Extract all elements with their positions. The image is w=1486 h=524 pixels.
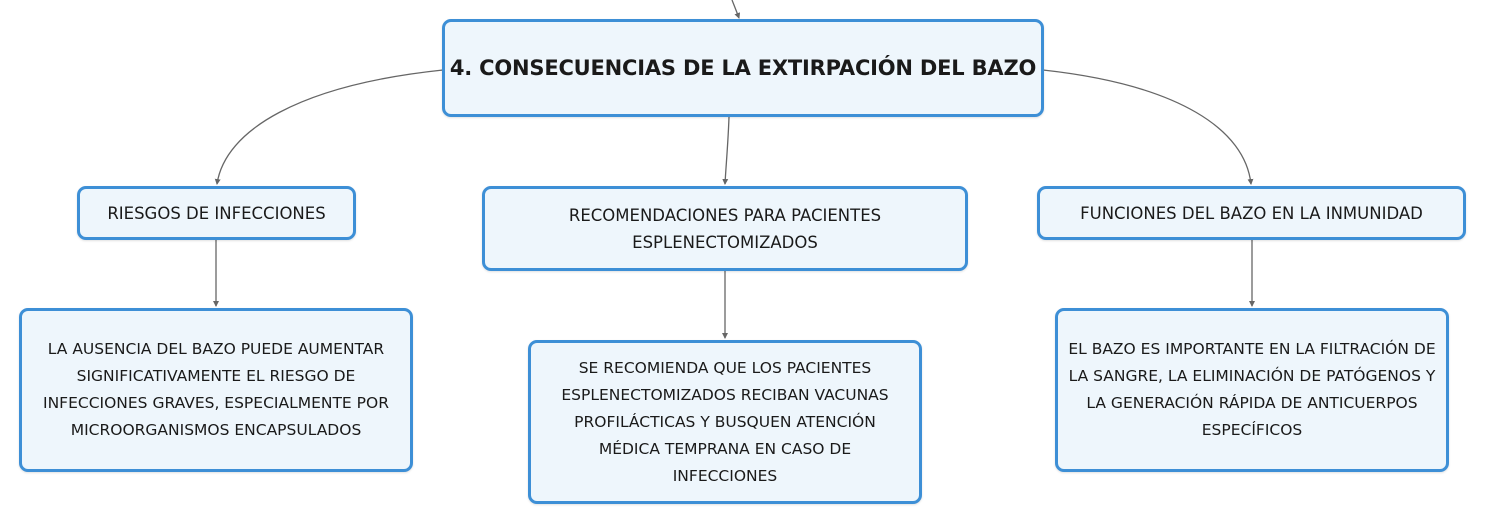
- connector-root-to-funciones: [1043, 70, 1251, 184]
- detail-node-riesgos[interactable]: [19, 308, 413, 472]
- topic-node-recomendaciones[interactable]: [482, 186, 968, 271]
- topic-label-recomendaciones: RECOMENDACIONES PARA PACIENTES ESPLENECTOMIZADOS: [568, 205, 882, 252]
- detail-text-recomendaciones: SE RECOMIENDA QUE LOS PACIENTES ESPLENECTOMIZADOS RECIBAN VACUNAS PROFILÁCTICAS Y BUSQUEN ATENCIÓN MÉDICA TEMPRANA EN CASO DE INFECCIONES: [561, 358, 889, 485]
- detail-node-funciones[interactable]: [1055, 308, 1449, 472]
- detail-node-recomendaciones[interactable]: [528, 340, 922, 504]
- connector-root-to-recomendaciones: [725, 117, 729, 184]
- detail-text-riesgos: LA AUSENCIA DEL BAZO PUEDE AUMENTAR SIGNIFICATIVAMENTE EL RIESGO DE INFECCIONES GRAVES, ESPECIALMENTE POR MICROORGANISMOS ENCAPSULADOS: [43, 340, 389, 439]
- connector-root-to-riesgos: [217, 70, 443, 184]
- root-topic-title: 4. CONSECUENCIAS DE LA EXTIRPACIÓN DEL BAZO: [449, 56, 1037, 80]
- detail-text-funciones: EL BAZO ES IMPORTANTE EN LA FILTRACIÓN DE LA SANGRE, LA ELIMINACIÓN DE PATÓGENOS Y LA GENERACIÓN RÁPIDA DE ANTICUERPOS ESPECÍFICOS: [1068, 340, 1436, 439]
- connector-parent-to-root: [732, 0, 739, 18]
- topic-node-funciones[interactable]: [1037, 186, 1466, 240]
- topic-label-riesgos: RIESGOS DE INFECCIONES: [107, 203, 326, 223]
- topic-node-riesgos[interactable]: [77, 186, 356, 240]
- topic-label-funciones: FUNCIONES DEL BAZO EN LA INMUNIDAD: [1080, 203, 1423, 223]
- root-topic-node[interactable]: [442, 19, 1044, 117]
